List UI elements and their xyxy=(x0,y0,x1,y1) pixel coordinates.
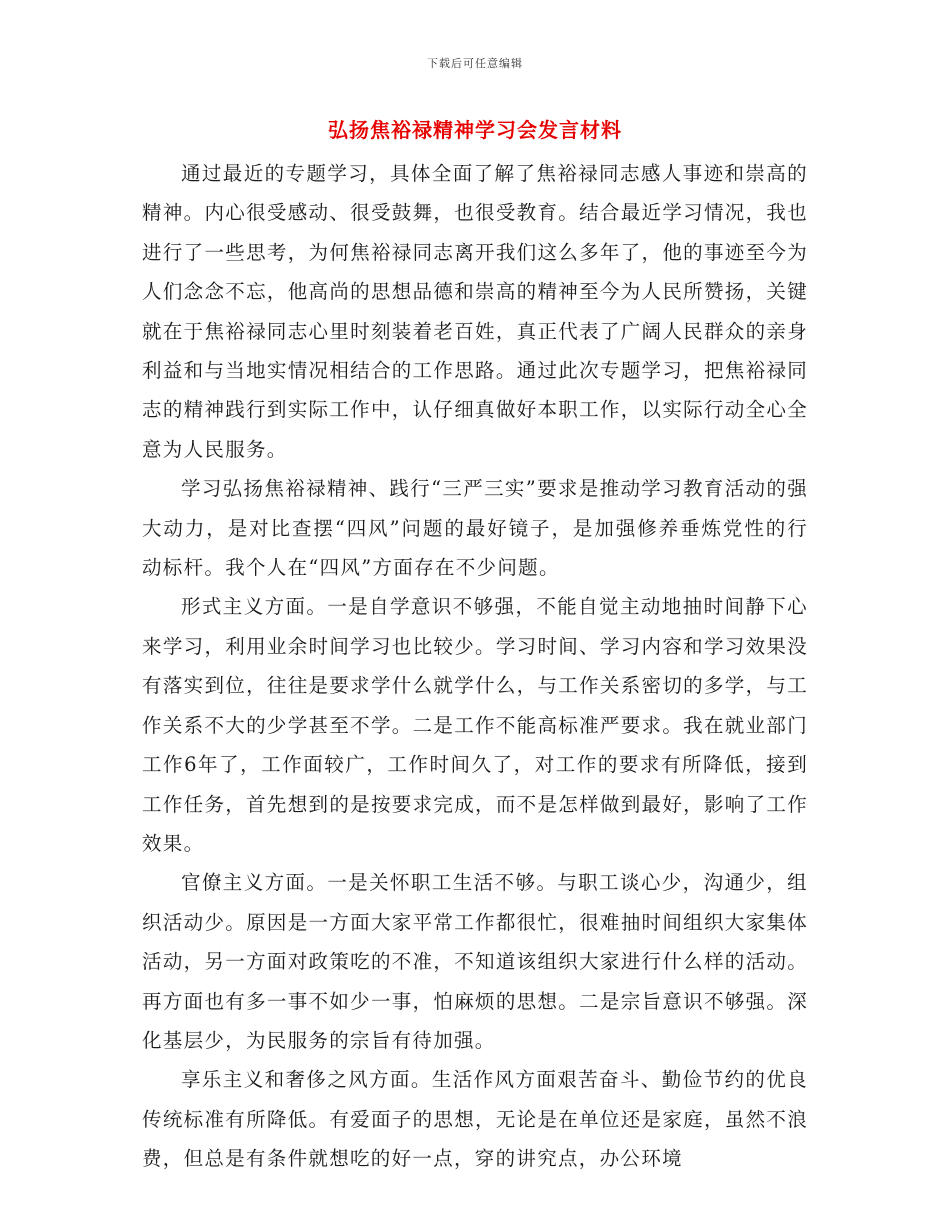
paragraph-intro: 通过最近的专题学习，具体全面了解了焦裕禄同志感人事迹和崇高的精神。内心很受感动、很受鼓舞，也很受教育。结合最近学习情况，我也进行了一些思考，为何焦裕禄同志离开我们这么多年了，他的事迹至今为人们念念不忘，他高尚的思想品德和崇高的精神至今为人民所赞扬，关键就在于焦裕禄同志心里时刻装着老百姓，真正代表了广阔人民群众的亲身利益和与当地实情况相结合的工作思路。通过此次专题学习，把焦裕禄同志的精神践行到实际工作中，认仔细真做好本职工作，以实际行动全心全意为人民服务。 xyxy=(142,162,808,461)
paragraph-four-winds: 学习弘扬焦裕禄精神、践行“三严三实”要求是推动学习教育活动的强大动力，是对比查摆“四风”问题的最好镜子，是加强修养垂炼党性的行动标杆。我个人在“四风”方面存在不少问题。 xyxy=(142,477,808,580)
document-title: 弘扬焦裕禄精神学习会发言材料 xyxy=(328,118,622,142)
paragraph-bureaucracy: 官僚主义方面。一是关怀职工生活不够。与职工谈心少，沟通少，组织活动少。原因是一方面大家平常工作都很忙，很难抽时间组织大家集体活动，另一方面对政策吃的不准，不知道该组织大家进行什么样的活动。再方面也有多一事不如少一事，怕麻烦的思想。二是宗旨意识不够强。深化基层少，为民服务的宗旨有待加强。 xyxy=(142,871,808,1052)
paragraph-hedonism: 享乐主义和奢侈之风方面。生活作风方面艰苦奋斗、勤俭节约的优良传统标准有所降低。有爱面子的思想，无论是在单位还是家庭，虽然不浪费，但总是有条件就想吃的好一点，穿的讲究点，办公环境 xyxy=(142,1068,808,1171)
document-body xyxy=(142,154,808,1179)
paragraph-formalism: 形式主义方面。一是自学意识不够强，不能自觉主动地抽时间静下心来学习，利用业余时间学习也比较少。学习时间、学习内容和学习效果没有落实到位，往往是要求学什么就学什么，与工作关系密切的多学，与工作关系不大的少学甚至不学。二是工作不能高标准严要求。我在就业部门工作6年了，工作面较广，工作时间久了，对工作的要求有所降低，接到工作任务，首先想到的是按要求完成，而不是怎样做到最好，影响了工作效果。 xyxy=(142,595,808,855)
page-header-note: 下载后可任意编辑 xyxy=(427,57,523,70)
